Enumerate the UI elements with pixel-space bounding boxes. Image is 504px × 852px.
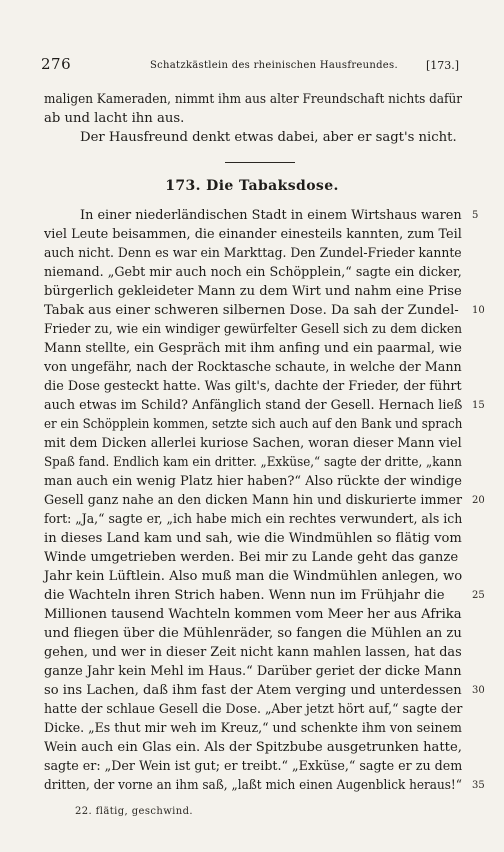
story-line: die Dose gesteckt hatte. Was gilt's, dachte der Frieder, der führt [44,379,462,394]
story-line: die Wachteln ihren Strich haben. Wenn nun im Frühjahr die [44,588,445,603]
story-line: Spaß fand. Endlich kam ein dritter. „Exküse,“ sagte der dritte, „kann [44,455,462,470]
story-line: er ein Schöpplein kommen, setzte sich auch auf den Bank und sprach [44,417,463,432]
story-line: Winde umgetrieben werden. Bei mir zu Lande geht das ganze [44,550,459,565]
line-number: 25 [472,590,485,601]
line-number: 10 [472,305,485,316]
preceding-line: Der Hausfreund denkt etwas dabei, aber er sagt's nicht. [80,130,457,145]
story-line: gehen, und wer in dieser Zeit nicht kann mahlen lassen, hat das [44,645,462,660]
line-number: 15 [472,400,485,411]
section-divider [225,162,295,163]
story-line: hatte der schlaue Gesell die Dose. „Aber jetzt hört auf,“ sagte der [44,702,463,717]
line-number: 30 [472,685,485,696]
story-line: dritten, der vorne an ihm saß, „laßt mich einen Augenblick heraus!“ [44,778,462,793]
story-line: sagte er: „Der Wein ist gut; er treibt.“ „Exküse,“ sagte er zu dem [44,759,463,774]
line-number: 20 [472,495,485,506]
story-line: man auch ein wenig Platz hier haben?“ Also rückte der windige [44,474,462,489]
story-line: fort: „Ja,“ sagte er, „ich habe mich ein rechtes verwundert, als ich [44,512,463,527]
story-line: mit dem Dicken allerlei kuriose Sachen, woran dieser Mann viel [44,436,462,451]
story-line: und fliegen über die Mühlenräder, so fangen die Mühlen an zu [44,626,462,641]
story-line: von ungefähr, nach der Rocktasche schaute, in welche der Mann [44,360,462,375]
line-number: 5 [472,210,479,221]
story-line: Jahr kein Lüftlein. Also muß man die Windmühlen anlegen, wo [44,569,463,584]
story-line: niemand. „Gebt mir auch noch ein Schöpplein,“ sagte ein dicker, [44,265,462,280]
story-line: Frieder zu, wie ein windiger gewürfelter Gesell sich zu dem dicken [44,322,462,337]
story-line: auch nicht. Denn es war ein Markttag. Den Zundel-Frieder kannte [44,246,462,261]
section-reference: [173.] [426,59,460,72]
line-number: 35 [472,780,485,791]
story-heading: 173. Die Tabaksdose. [165,178,339,194]
story-line: Wein auch ein Glas ein. Als der Spitzbube ausgetrunken hatte, [44,740,462,755]
story-line: Gesell ganz nahe an den dicken Mann hin und diskurierte immer [44,493,463,508]
story-line: bürgerlich gekleideter Mann zu dem Wirt und nahm eine Prise [44,284,462,299]
story-line: ganze Jahr kein Mehl im Haus.“ Darüber geriet der dicke Mann [44,664,462,679]
page-number: 276 [41,55,72,73]
preceding-line: ab und lacht ihn aus. [44,111,185,126]
story-line: Tabak aus einer schweren silbernen Dose. Da sah der Zundel- [44,303,459,318]
story-line: Dicke. „Es thut mir weh im Kreuz,“ und schenkte ihm von seinem [44,721,462,736]
story-line: Millionen tausend Wachteln kommen vom Meer her aus Afrika [44,607,462,622]
preceding-line: maligen Kameraden, nimmt ihm aus alter Freundschaft nichts dafür [44,92,463,107]
footnote: 22. flätig, geschwind. [75,806,193,817]
story-line: Mann stellte, ein Gespräch mit ihm anfing und ein paarmal, wie [44,341,462,356]
story-line: auch etwas im Schild? Anfänglich stand der Gesell. Hernach ließ [44,398,463,413]
story-line: so ins Lachen, daß ihm fast der Atem verging und unterdessen [44,683,462,698]
story-line: in dieses Land kam und sah, wie die Windmühlen so flätig vom [44,531,462,546]
story-line: In einer niederländischen Stadt in einem Wirtshaus waren [80,208,462,223]
running-title: Schatzkästlein des rheinischen Hausfreundes. [150,60,398,71]
story-line: viel Leute beisammen, die einander einesteils kannten, zum Teil [44,227,462,242]
